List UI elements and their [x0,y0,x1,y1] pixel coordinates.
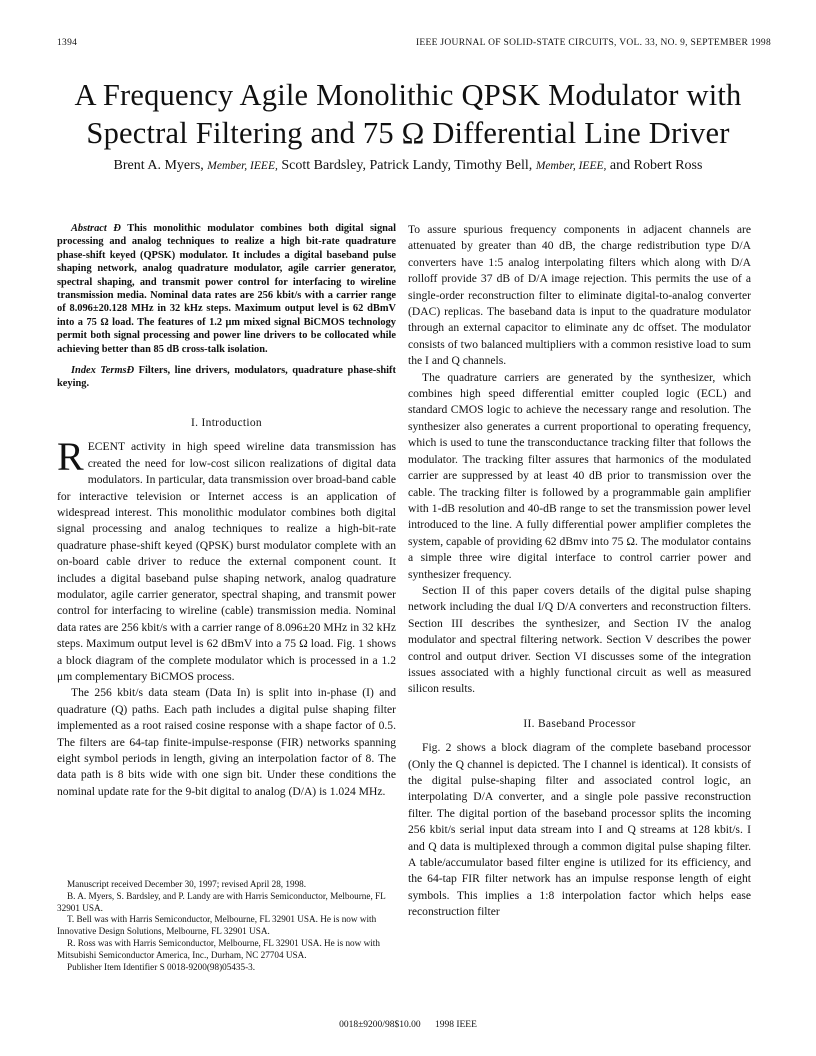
left-column [57,222,396,800]
section-2-heading: II. Baseband Processor [523,717,636,730]
author-2-affiliation: Member, IEEE, [535,160,607,172]
right-paragraph-2: The quadrature carriers are generated by the synthesizer, which combines high speed differential emitter coupled logic (ECL) and standard CMOS logic to achieve the necessary range and resolution. The synthesizer also generates a current proportional to operating frequency, which is used to tune the transconductance tracking filter that follows the modulator. The tracking filter assures that harmonics of the modulated carrier are suppressed by at least 40 dB prior to transmission over the cable. The tracking filter is followed by a programmable gain amplifier with 1-dB resolution and 40-dB range to set the transmission power level introduced to the line. A fully differential power amplifier completes the system, capable of providing 62 dBmv into 75 Ω. The modulator contains a simple three wire digital interface to control carrier power and synthesizer frequency. [408,370,751,581]
title-line-1: A Frequency Agile Monolithic QPSK Modulator with [74,78,742,112]
page-number: 1394 [57,38,78,48]
paper-title [20,76,796,152]
abstract-text: This monolithic modulator combines both digital signal processing and analog techniques to realize a high bit-rate quadrature phase-shift keyed (QPSK) modulator. It includes a digital baseband pulse shaping network, analog quadrature modulator, agile carrier generator, spectral shaping, and transmit power control for interfacing to wireline transmission media. Nominal data rates are 256 kbit/s with a carrier range of 8.096±20.128 MHz in 32 kHz steps. Maximum output level is 62 dBmV into a 75 Ω load. The features of 1.2 μm mixed signal BiCMOS technology permit both signal processing and power line drivers to be collocated while achieving better than 85 dB cross-talk isolation. [57,223,397,355]
author-list [20,158,796,174]
section-1-heading: I. Introduction [191,416,262,429]
index-terms-label: Index TermsÐ [71,365,135,377]
journal-name: IEEE JOURNAL OF SOLID-STATE CIRCUITS, VOL. 33, NO. 9, SEPTEMBER 1998 [415,38,771,48]
footnote-affiliation-1: B. A. Myers, S. Bardsley, and P. Landy are with Harris Semiconductor, Melbourne, FL 32901 USA. [57,890,386,913]
footnote-publisher-id: Publisher Item Identifier S 0018-9200(98)05435-3. [67,961,256,972]
author-3: and Robert Ross [609,158,703,173]
author-1-affiliation: Member, IEEE, [207,160,278,172]
running-header [57,38,771,52]
section-1-paragraph-2: The 256 kbit/s data steam (Data In) is split into in-phase (I) and quadrature (Q) paths. Each path includes a digital pulse shaping filter implemented as a root raised cosine response with a shape factor of 0.5. The filters are 64-tap finite-impulse-response (FIR) networks spanning eight symbol periods in length, giving an interpolation factor of 8. The data path is 8 bits wide with one sign bit. Under these conditions the nominal update rate for the 9-bit digital to analog (D/A) is 1.024 MHz. [57,686,396,798]
page-footer [0,1020,816,1030]
index-terms [57,364,396,391]
abstract [57,222,396,356]
drop-cap: R [57,434,84,480]
right-paragraph-3: Section II of this paper covers details of the digital pulse shaping network including the dual I/Q D/A converters and reconstruction filters. Section III describes the synthesizer, and Section IV the analog modulator and spectral filtering network. Section V describes the power control and output driver. Section VI discusses some of the integration issues associated with a highly functional circuit as well as measured silicon results. [408,583,751,696]
section-1-paragraph-1 [57,434,396,685]
author-2: Scott Bardsley, Patrick Landy, Timothy Bell, [281,158,533,173]
section-1-paragraph-1-text: ECENT activity in high speed wireline data transmission has created the need for low-cost silicon realizations of digital data modulators. In particular, data transmission over broad-band cable for interactive television or Internet access is an application of widespread interest. This monolithic modulator combines both digital signal processing and analog techniques to realize a high-bit-rate quadrature phase-shift keyed (QPSK) burst modulator complete with an on-board cable driver to reduce the external component count. It includes a digital baseband pulse shaping network, analog quadrature modulator, agile carrier generator, spectral shaping, and transmit power control for interfacing to wireline (cable) transmission media. Nominal data rates are 256 kbit/s with a carrier range of 8.096±20 MHz in 32 kHz steps. Maximum output level is 62 dBmV into a 75 Ω load. Fig. 1 shows a block diagram of the complete modulator which is processed in a 1.2 μm complementary BiCMOS process. [57,440,396,683]
footnote-received: Manuscript received December 30, 1997; revised April 28, 1998. [67,879,307,889]
footnote-affiliation-2: T. Bell was with Harris Semiconductor, Melbourne, FL 32901 USA. He is now with Innovative Design Solutions, Melbourne, FL 32901 USA. [57,914,377,937]
right-column [408,222,751,921]
right-paragraph-4: Fig. 2 shows a block diagram of the complete baseband processor (Only the Q channel is depicted. The I channel is identical). It consists of the digital pulse-shaping filter and associated control logic, an interpolating D/A converter, and a single pole passive reconstruction filter. The digital portion of the baseband processor splits the incoming 256 kbit/s serial input data stream into I and Q streams at 128 kbit/s. I and Q data is multiplexed through a common digital pulse shaping filter. A table/accumulator based filter engine is utilized for its efficiency, and the 64-tap FIR filter network has an impulse response length of eight symbols. This implies a 1:8 interpolation factor which helps ease reconstruction filter [408,741,751,919]
abstract-label: Abstract Ð [71,223,121,234]
author-1: Brent A. Myers, [113,158,204,173]
footnote-affiliation-3: R. Ross was with Harris Semiconductor, Melbourne, FL 32901 USA. He is now with Mitsubishi Semiconductor America, Inc., Durham, NC 27704 USA. [57,937,380,960]
title-line-2: Spectral Filtering and 75 Ω Differential Line Driver [86,116,730,150]
index-terms-text: Filters, line drivers, modulators, quadrature phase-shift keying. [57,365,396,390]
copyright: 1998 IEEE [434,1020,477,1030]
right-paragraph-1: To assure spurious frequency components in adjacent channels are attenuated by greater than 40 dB, the charge redistribution type D/A converters have 1:5 analog interpolating filters which along with D/A rolloff provide 37 dB of D/A image rejection. This permits the use of a single-order reconstruction filter to eliminate digital-to-analog converter (DAC) replicas. The baseband data is input to the quadrature modulator through an external capacitor to eliminate any dc offset. The modulator consists of two balanced multipliers with a common resistive load to sum the I and Q channels. [408,223,751,368]
issn-code: 0018±9200/98$10.00 [339,1020,421,1030]
footnotes [57,879,396,973]
